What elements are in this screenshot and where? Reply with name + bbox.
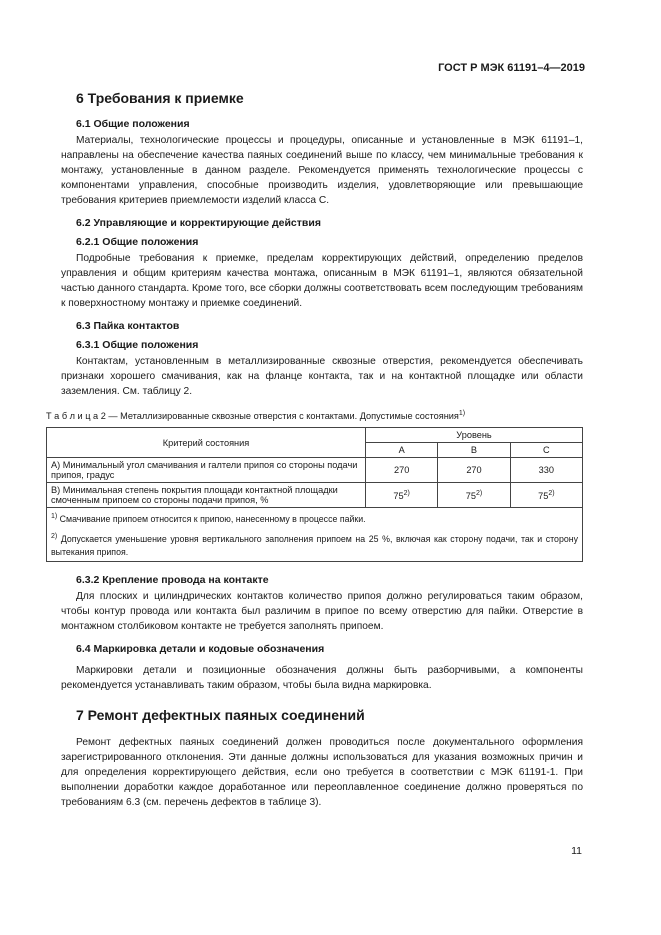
table-2	[46, 427, 583, 562]
row-value: 75$^{2)}$	[438, 483, 510, 508]
section-6-title: 6 Требования к приемке	[76, 90, 244, 106]
table-note-2: $^{2)}$ Допускается уменьшение уровня вертикального заполнения припоем на 25 %, включая как сторону подачи, так и сторону вытекания припоя.	[47, 528, 583, 561]
page-number: 11	[571, 845, 582, 857]
header-level: Уровень	[366, 428, 583, 443]
table-2-caption: Т а б л и ц а 2 — Металлизированные сквозные отверстия с контактами. Допустимые состояния$^{1)}$	[46, 410, 466, 422]
section-6-3-1-title: 6.3.1 Общие положения	[76, 339, 199, 351]
section-6-2-1-title: 6.2.1 Общие положения	[76, 236, 199, 248]
header-level-b: В	[438, 443, 510, 458]
section-6-4-text: Маркировки детали и позиционные обозначения должны быть разборчивыми, а компоненты рекомендуется устанавливать таким образом, чтобы была видна маркировка.	[61, 664, 583, 691]
row-value: 75$^{2)}$	[510, 483, 582, 508]
section-6-1-title: 6.1 Общие положения	[76, 118, 190, 130]
section-6-4-title: 6.4 Маркировка детали и кодовые обозначения	[76, 642, 325, 655]
standard-header: ГОСТ Р МЭК 61191–4—2019	[438, 62, 585, 74]
row-value: 270	[366, 458, 438, 483]
table-row	[47, 458, 583, 483]
row-criterion: А) Минимальный угол смачивания и галтели припоя со стороны подачи припоя, градус	[47, 458, 366, 483]
row-value: 270	[438, 458, 510, 483]
header-level-c: С	[510, 443, 582, 458]
section-6-3-title: 6.3 Пайка контактов	[76, 320, 180, 332]
page-content	[46, 90, 583, 810]
section-6-2-1-text: Подробные требования к приемке, пределам корректирующих действий, определению пределов управления и общим критериям качества монтажа, описанным в МЭК 61191–1, являются обязательной частью данного стандарта. Кроме того, все сборки должны соответствовать всем последующим требованиям к поверхностному монтажу и приемке соединений.	[61, 253, 583, 309]
header-criteria: Критерий состояния	[47, 428, 366, 458]
section-7-text: Ремонт дефектных паяных соединений должен проводиться после документального оформления зарегистрированного отклонения. Эти данные должны использоваться для указания возможных причин и для определения корректирующего действия, если оно требуется в соответствии с МЭК 61191-1. При выполнении доработки каждое доработанное или переоплавленное соединение должно проверяться по требованиям 6.3 (см. перечень дефектов в таблице 3).	[61, 736, 583, 808]
header-level-a: А	[366, 443, 438, 458]
section-6-1-text: Материалы, технологические процессы и процедуры, описанные и установленные в МЭК 61191–1, направлены на обеспечение качества паяных соединений выше по классу, чем минимальные требования к монтажу, установленные в данном разделе. Рекомендуется применять технологические процессы с компонентами управления, способные производить изделия, удовлетворяющие или превышающие требования критериев приемлемости изделий класса С.	[61, 135, 583, 206]
section-7-title: 7 Ремонт дефектных паяных соединений	[76, 706, 365, 723]
table-row	[47, 483, 583, 508]
section-6-3-2-text: Для плоских и цилиндрических контактов количество припоя должно регулироваться таким образом, чтобы контур провода или контакта был различим в припое по всему отверстию для пайки. Отверстие в монтажном столбиковом контакте не требуется заполнять припоем.	[61, 590, 583, 632]
row-value: 330	[510, 458, 582, 483]
row-value: 75$^{2)}$	[366, 483, 438, 508]
row-criterion: В) Минимальная степень покрытия площади контактной площадки смоченным припоем со стороны подачи припоя, %	[47, 483, 366, 508]
table-note-1: $^{1)}$ Смачивание припоем относится к припою, нанесенному в процессе пайки.	[47, 508, 583, 528]
section-6-2-title: 6.2 Управляющие и корректирующие действия	[76, 217, 321, 229]
section-6-3-1-text: Контактам, установленным в металлизированные сквозные отверстия, рекомендуется обеспечивать признаки хорошего смачивания, как на фланце контакта, так и на контактной площадке или области заземления. См. таблицу 2.	[61, 356, 583, 397]
section-6-3-2-title: 6.3.2 Крепление провода на контакте	[76, 573, 269, 586]
